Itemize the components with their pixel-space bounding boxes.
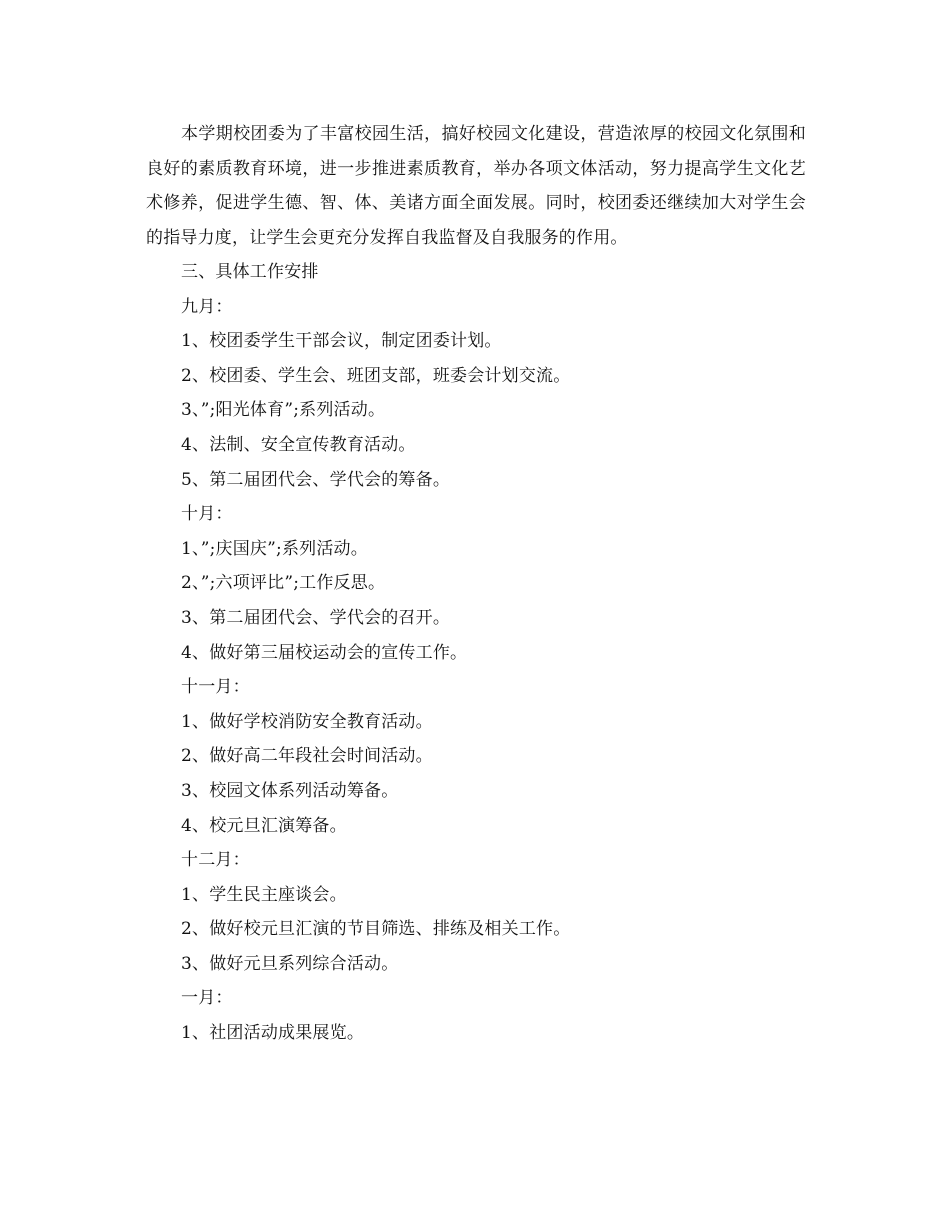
month-heading-september: 九月：	[181, 296, 233, 317]
list-item: 1、校团委学生干部会议，制定团委计划。	[181, 331, 502, 352]
list-item: 3、校园文体系列活动筹备。	[181, 780, 399, 801]
intro-paragraph: 本学期校团委为了丰富校园生活，搞好校园文化建设，营造浓厚的校园文化氛围和良好的素质教育环境，进一步推进素质教育，举办各项文体活动，努力提高学生文化艺术修养，促进学生德、智、体、美诸方面全面发展。同时，校团委还继续加大对学生会的指导力度，让学生会更充分发挥自我监督及自我服务的作用。	[146, 124, 806, 248]
list-item: 1、”;庆国庆”;系列活动。	[181, 538, 368, 559]
month-heading-october: 十月：	[181, 504, 233, 525]
list-item: 2、做好校元旦汇演的节目筛选、排练及相关工作。	[181, 919, 571, 940]
list-item: 4、做好第三届校运动会的宣传工作。	[181, 642, 468, 663]
month-heading-december: 十二月：	[181, 850, 250, 871]
month-heading-january: 一月：	[181, 988, 233, 1009]
section-heading: 三、具体工作安排	[181, 262, 319, 282]
list-item: 1、社团活动成果展览。	[181, 1023, 365, 1044]
list-item: 1、学生民主座谈会。	[181, 884, 347, 905]
list-item: 1、做好学校消防安全教育活动。	[181, 711, 433, 732]
document-body	[146, 117, 806, 1051]
list-item: 3、做好元旦系列综合活动。	[181, 953, 399, 974]
list-item: 5、第二届团代会、学代会的筹备。	[181, 469, 451, 490]
list-item: 4、法制、安全宣传教育活动。	[181, 434, 416, 455]
list-item: 2、校团委、学生会、班团支部，班委会计划交流。	[181, 365, 571, 386]
list-item: 2、”;六项评比”;工作反思。	[181, 573, 386, 594]
list-item: 4、校元旦汇演筹备。	[181, 815, 347, 836]
month-heading-november: 十一月：	[181, 677, 250, 698]
list-item: 3、第二届团代会、学代会的召开。	[181, 607, 451, 628]
list-item: 3、”;阳光体育”;系列活动。	[181, 400, 386, 421]
list-item: 2、做好高二年段社会时间活动。	[181, 746, 433, 767]
